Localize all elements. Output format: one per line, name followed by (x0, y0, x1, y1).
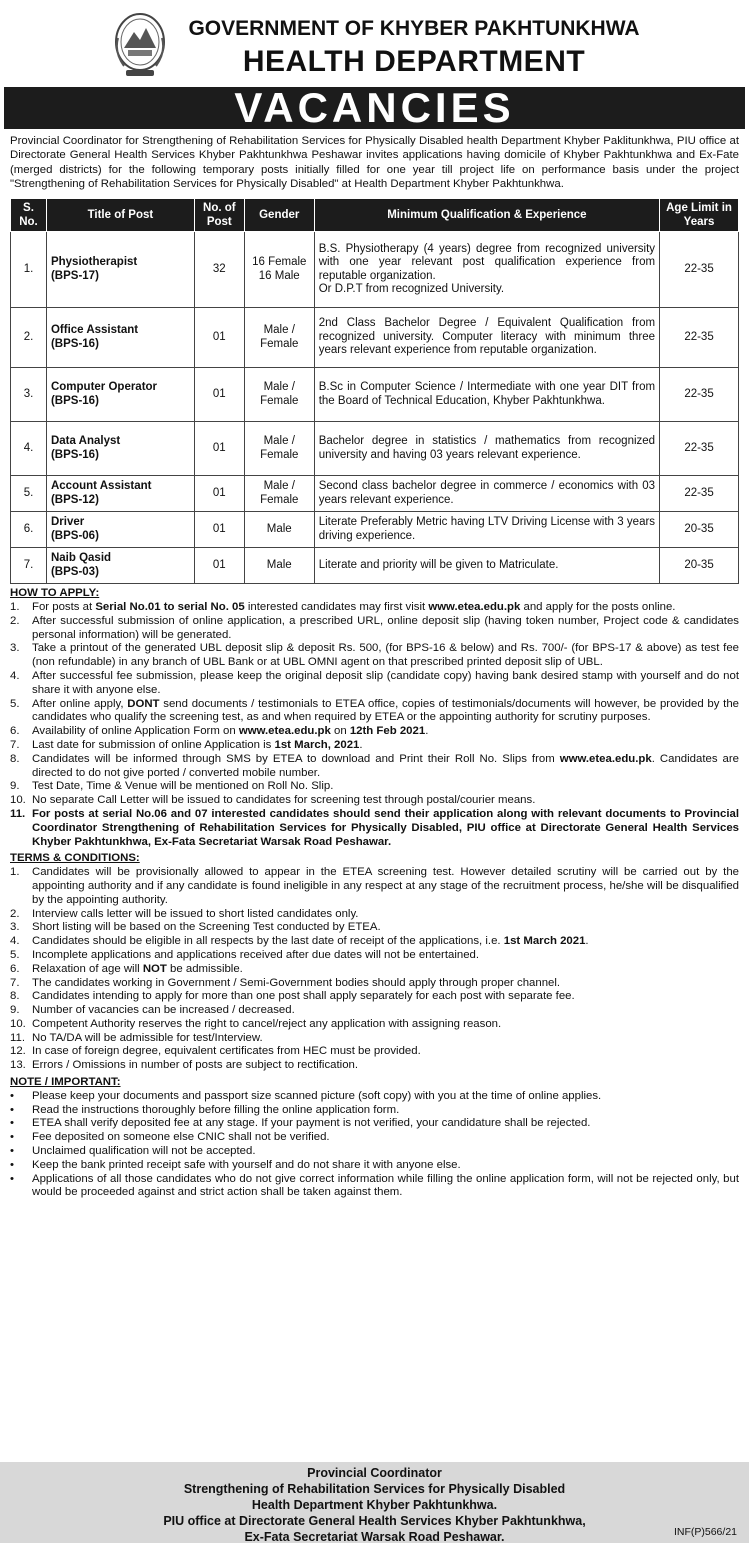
item-text (32, 670, 739, 698)
list-item (10, 1173, 739, 1201)
cell-qualification (314, 232, 659, 308)
table-row (11, 512, 739, 548)
item-number: 9. (10, 1004, 20, 1017)
list-item (10, 753, 739, 781)
item-number: 1. (10, 600, 20, 613)
qualification-text: B.Sc in Computer Science / Intermediate with one year DIT from the Board of Technical Education, Khyber Pakhtunkhwa. (318, 381, 656, 407)
table-row (11, 548, 739, 584)
list-item (10, 642, 739, 670)
text-segment: In case of foreign degree, equivalent certificates from HEC must be provided. (32, 1045, 421, 1058)
text-segment: Take a printout of the generated UBL deposit slip & deposit Rs. 500, (for BPS-16 & below) and Rs. 700/- (for BPS-17 & above) as test fee (non refundable) in any branch of UBL Bank or at UBL OMNI agent on that prescribed printed deposit slip of UBL. (32, 642, 739, 669)
qualification-text: Second class bachelor degree in commerce / economics with 03 years relevant experience. (318, 480, 656, 506)
text-segment: Incomplete applications and applications received after due dates will not be entertained. (32, 948, 480, 961)
item-number: 5. (10, 948, 20, 961)
text-segment: and apply for the posts online. (520, 600, 676, 613)
cell-title (46, 232, 194, 308)
cell-title (46, 476, 194, 512)
table-header-row (11, 199, 739, 232)
notes-heading: NOTE / IMPORTANT: (10, 1076, 121, 1089)
list-item (10, 725, 739, 739)
cell-sno: 7. (11, 548, 47, 584)
table-row (11, 422, 739, 476)
post-bps: (BPS-16) (50, 394, 99, 407)
cell-posts: 01 (194, 368, 244, 422)
post-title: Driver (50, 516, 85, 529)
item-text (32, 963, 739, 977)
text-segment: www.etea.edu.pk (238, 725, 331, 738)
item-number: 2. (10, 614, 20, 627)
col-header-title: Title of Post (46, 199, 194, 232)
text-segment: The candidates working in Government / Semi-Government bodies should apply through proper channel. (32, 976, 561, 989)
text-segment: Candidates will be provisionally allowed to appear in the ETEA screening test. However detailed scrutiny will be carried out by the appointing authority and if any candidate is found ineligible in any respect at any stage of the recruitment process, he/she will be disqualified by the appointing authority. (32, 866, 739, 906)
item-number: 8. (10, 752, 20, 765)
cell-title (46, 422, 194, 476)
item-text: Applications of all those candidates who do not give correct information while filling the online application form, will not be rejected only, but would be proceeded against and strict action shall be taken against them. (32, 1172, 739, 1199)
footer-line: Health Department Khyber Pakhtunkhwa. (251, 1498, 498, 1512)
list-item (10, 670, 739, 698)
text-segment: www.etea.edu.pk (428, 600, 521, 613)
text-segment: Last date for submission of online Application is (32, 738, 275, 751)
qualification-alt: Or D.P.T from recognized University. (318, 283, 505, 296)
item-number: 6. (10, 725, 20, 738)
bullet-icon: • (10, 1117, 14, 1130)
text-segment: interested candidates may first visit (244, 600, 429, 613)
text-segment: Short listing will be based on the Screening Test conducted by ETEA. (32, 921, 381, 934)
text-segment: Interview calls letter will be issued to short listed candidates only. (32, 907, 359, 920)
cell-title (46, 308, 194, 368)
cell-posts: 01 (194, 476, 244, 512)
text-segment: No TA/DA will be admissible for test/Interview. (32, 1031, 263, 1044)
item-number: 4. (10, 669, 20, 682)
cell-age: 20-35 (660, 512, 739, 548)
text-segment: Candidates intending to apply for more than one post shall apply separately for each post with separate fee. (32, 990, 575, 1003)
cell-qualification (314, 368, 659, 422)
col-header-age: Age Limit in Years (660, 199, 739, 232)
item-number: 5. (10, 697, 20, 710)
cell-gender (244, 476, 314, 512)
item-number: 4. (10, 935, 20, 948)
footer-signature-block (0, 1462, 749, 1543)
gender-line-2: Female (260, 493, 299, 506)
item-text (32, 753, 739, 781)
text-segment: www.etea.edu.pk (559, 752, 652, 765)
cell-age: 22-35 (660, 232, 739, 308)
qualification-text: 2nd Class Bachelor Degree / Equivalent Qualification from recognized university. Computer literacy with minimum three years relevant experience from reputable organization. (318, 317, 656, 357)
gender-line-2: 16 Male (258, 269, 300, 282)
cell-sno: 5. (11, 476, 47, 512)
terms-heading: TERMS & CONDITIONS: (10, 852, 140, 865)
item-text (32, 866, 739, 907)
text-segment: be admissible. (166, 962, 243, 975)
table-row (11, 232, 739, 308)
item-number: 7. (10, 976, 20, 989)
text-segment: After successful submission of online application, a prescribed URL, online deposit slip (having token number, Project code & candidates personal information) will be generated. (32, 614, 739, 641)
text-segment: Competent Authority reserves the right to cancel/reject any application with assigning reason. (32, 1017, 502, 1030)
post-bps: (BPS-17) (50, 269, 99, 282)
cell-title (46, 512, 194, 548)
gender-line-1: Male (266, 522, 292, 535)
post-bps: (BPS-16) (50, 337, 99, 350)
gender-line-2: Female (260, 448, 299, 461)
text-segment: Availability of online Application Form on (32, 725, 239, 738)
table-row (11, 476, 739, 512)
list-item (10, 949, 739, 963)
item-number: 13. (10, 1059, 26, 1072)
bullet-icon: • (10, 1089, 14, 1102)
cell-age: 22-35 (660, 308, 739, 368)
gender-line-2: Female (260, 394, 299, 407)
item-text (32, 780, 739, 794)
item-text (32, 808, 739, 849)
list-item (10, 990, 739, 1004)
text-segment: . (585, 935, 589, 948)
text-segment: . (425, 725, 429, 738)
cell-qualification (314, 512, 659, 548)
text-segment: After successful fee submission, please keep the original deposit slip (candidate copy) having bank desired stamp with yourself and do not share it with anyone else. (32, 669, 739, 696)
item-number: 8. (10, 990, 20, 1003)
cell-title (46, 548, 194, 584)
qualification-text: Literate Preferably Metric having LTV Driving License with 3 years driving experience. (318, 516, 656, 542)
item-number: 3. (10, 642, 20, 655)
cell-sno: 6. (11, 512, 47, 548)
item-text (32, 725, 739, 739)
list-item (10, 1159, 739, 1173)
cell-qualification (314, 476, 659, 512)
text-segment: Candidates will be informed through SMS by ETEA to download and Print their Roll No. Slips from (32, 752, 560, 765)
list-item (10, 794, 739, 808)
text-segment: on (330, 725, 350, 738)
footer-line: Ex-Fata Secretariat Warsak Road Peshawar. (244, 1530, 505, 1543)
text-segment: . (359, 738, 363, 751)
col-header-sno: S. No. (11, 199, 47, 232)
item-number: 2. (10, 907, 20, 920)
list-item (10, 780, 739, 794)
item-number: 6. (10, 962, 20, 975)
list-item (10, 963, 739, 977)
cell-age: 22-35 (660, 422, 739, 476)
item-text (32, 615, 739, 643)
cell-age: 20-35 (660, 548, 739, 584)
item-number: 11. (10, 807, 26, 820)
item-number: 10. (10, 1017, 26, 1030)
cell-qualification (314, 308, 659, 368)
cell-posts: 01 (194, 512, 244, 548)
item-text (32, 1059, 739, 1073)
intro-paragraph: Provincial Coordinator for Strengthening of Rehabilitation Services for Physically Disabled health Department Khyber Paklitunkhwa, PIU office at Directorate General Health Services Khyber Pakhtunkhwa Peshawar invites applications having domicile of Khyber Pakhtunkhwa and Ex-Fate (merged districts) for the following temporary posts initially filled for one year till project life on performance basis under the project "Strengthening of Rehabilitation Services for Physically Disabled" at Health Department Khyber Pakhtunkhwa. (10, 135, 739, 190)
qualification-text: Bachelor degree in statistics / mathematics from recognized university and having 03 years relevant experience. (318, 435, 656, 461)
list-item (10, 808, 739, 849)
text-segment: Relaxation of age will (32, 962, 143, 975)
terms-section (10, 852, 739, 1073)
cell-posts: 01 (194, 308, 244, 368)
text-segment: 1st March, 2021 (274, 738, 360, 751)
bullet-icon: • (10, 1145, 14, 1158)
item-number: 10. (10, 794, 26, 807)
list-item (10, 1018, 739, 1032)
cell-sno: 2. (11, 308, 47, 368)
footer-line: PIU office at Directorate General Health Services Khyber Pakhtunkhwa, (163, 1514, 586, 1528)
list-item (10, 908, 739, 922)
post-title: Data Analyst (50, 435, 121, 448)
bullet-icon: • (10, 1172, 14, 1185)
text-segment: Errors / Omissions in number of posts are subject to rectification. (32, 1059, 359, 1072)
footer-line: Strengthening of Rehabilitation Services for Physically Disabled (183, 1482, 566, 1496)
list-item (10, 921, 739, 935)
department-title: HEALTH DEPARTMENT (242, 45, 586, 78)
gender-line-1: Male / (263, 480, 295, 493)
item-number: 12. (10, 1045, 26, 1058)
vacancies-table (10, 198, 739, 584)
item-text (32, 1004, 739, 1018)
gender-line-1: Male / (263, 324, 295, 337)
cell-sno: 1. (11, 232, 47, 308)
text-segment: Candidates should be eligible in all respects by the last date of receipt of the applications, i.e. (32, 935, 504, 948)
text-segment: After online apply, (32, 697, 128, 710)
item-text (32, 1045, 739, 1059)
post-bps: (BPS-12) (50, 493, 99, 506)
post-title: Account Assistant (50, 480, 152, 493)
item-text: Fee deposited on someone else CNIC shall not be verified. (32, 1131, 330, 1144)
list-item (10, 1104, 739, 1118)
text-segment: Test Date, Time & Venue will be mentioned on Roll No. Slip. (32, 780, 334, 793)
text-segment: For posts at (32, 600, 96, 613)
text-segment: 12th Feb 2021 (349, 725, 426, 738)
list-item (10, 1090, 739, 1104)
item-number: 9. (10, 780, 20, 793)
footer-line: Provincial Coordinator (307, 1466, 442, 1480)
reference-number: INF(P)566/21 (673, 1526, 737, 1538)
table-row (11, 368, 739, 422)
gender-line-1: Male / (263, 435, 295, 448)
table-row (11, 308, 739, 368)
gender-line-2: Female (260, 337, 299, 350)
cell-sno: 3. (11, 368, 47, 422)
text-segment: 1st March 2021 (503, 935, 586, 948)
list-item (10, 1004, 739, 1018)
item-text: Unclaimed qualification will not be accepted. (32, 1145, 256, 1158)
cell-gender (244, 422, 314, 476)
cell-posts: 01 (194, 422, 244, 476)
col-header-posts: No. of Post (194, 199, 244, 232)
cell-posts: 32 (194, 232, 244, 308)
item-text (32, 935, 739, 949)
item-text (32, 949, 739, 963)
text-segment: . Candidates are directed to do not give ported / converted mobile number. (32, 752, 739, 779)
item-text (32, 908, 739, 922)
item-text (32, 794, 739, 808)
cell-age: 22-35 (660, 476, 739, 512)
post-bps: (BPS-03) (50, 565, 99, 578)
bullet-icon: • (10, 1103, 14, 1116)
post-title: Naib Qasid (50, 552, 112, 565)
item-text: Please keep your documents and passport size scanned picture (soft copy) with you at the time of online applies. (32, 1089, 602, 1102)
qualification-text: B.S. Physiotherapy (4 years) degree from recognized university with one year relevant post qualification experience from reputable organization. (318, 242, 656, 282)
list-item (10, 1045, 739, 1059)
qualification-text: Literate and priority will be given to Matriculate. (318, 558, 559, 571)
list-item (10, 698, 739, 726)
item-text: ETEA shall verify deposited fee at any stage. If your payment is not verified, your candidature shall be rejected. (32, 1117, 591, 1130)
cell-title (46, 368, 194, 422)
gender-line-1: Male / (263, 381, 295, 394)
col-header-qualification: Minimum Qualification & Experience (314, 199, 659, 232)
vacancies-banner: VACANCIES (4, 87, 745, 129)
item-text (32, 1018, 739, 1032)
text-segment: send documents / testimonials to ETEA office, copies of testimonials/documents will however, be provided by the candidates who qualify the screening test, as and when required by ETEA or the appointing authority for scrutiny purposes. (32, 697, 740, 724)
post-bps: (BPS-16) (50, 448, 99, 461)
item-number: 1. (10, 866, 20, 879)
text-segment: For posts at serial No.06 and 07 interested candidates should send their application along with relevant documents to Provincial Coordinator Strengthening of Rehabilitation Services for Physically Disabled, PIU office at Directorate General Health Services Khyber Pakhtunkhwa, Ex-Fata Secretariat Warsak Road Peshawar. (32, 807, 739, 848)
item-text: Read the instructions thoroughly before filling the online application form. (32, 1103, 400, 1116)
list-item (10, 615, 739, 643)
item-text (32, 642, 739, 670)
text-segment: Serial No.01 to serial No. 05 (95, 600, 245, 613)
text-segment: Number of vacancies can be increased / decreased. (32, 1004, 295, 1017)
notes-section (10, 1076, 739, 1200)
item-text (32, 921, 739, 935)
list-item (10, 1131, 739, 1145)
cell-qualification (314, 422, 659, 476)
how-to-apply-section (10, 587, 739, 849)
text-segment: DONT (127, 697, 160, 710)
list-item (10, 1145, 739, 1159)
post-title: Computer Operator (50, 381, 158, 394)
post-title: Office Assistant (50, 324, 139, 337)
item-number: 7. (10, 738, 20, 751)
item-text: Keep the bank printed receipt safe with yourself and do not share it with anyone else. (32, 1158, 461, 1171)
item-text (32, 601, 739, 615)
post-bps: (BPS-06) (50, 529, 99, 542)
list-item (10, 1032, 739, 1046)
gender-line-1: Male (266, 558, 292, 571)
text-segment: No separate Call Letter will be issued to candidates for screening test through postal/courier means. (32, 794, 536, 807)
text-segment: NOT (142, 962, 167, 975)
cell-gender (244, 308, 314, 368)
item-text (32, 990, 739, 1004)
cell-sno: 4. (11, 422, 47, 476)
col-header-gender: Gender (244, 199, 314, 232)
item-text (32, 1032, 739, 1046)
bullet-icon: • (10, 1131, 14, 1144)
cell-age: 22-35 (660, 368, 739, 422)
government-title: GOVERNMENT OF KHYBER PAKHTUNKHWA (188, 17, 640, 40)
list-item (10, 977, 739, 991)
list-item (10, 1059, 739, 1073)
post-title: Physiotherapist (50, 256, 138, 269)
item-text (32, 977, 739, 991)
cell-gender (244, 232, 314, 308)
list-item (10, 601, 739, 615)
list-item (10, 739, 739, 753)
item-text (32, 698, 739, 726)
list-item (10, 1117, 739, 1131)
item-number: 3. (10, 921, 20, 934)
item-text (32, 739, 739, 753)
how-to-apply-heading: HOW TO APPLY: (10, 587, 100, 600)
cell-gender (244, 512, 314, 548)
bullet-icon: • (10, 1158, 14, 1171)
cell-gender (244, 368, 314, 422)
list-item (10, 866, 739, 907)
item-number: 11. (10, 1031, 25, 1044)
cell-qualification (314, 548, 659, 584)
gender-line-1: 16 Female (252, 256, 307, 269)
header (0, 0, 749, 87)
list-item (10, 935, 739, 949)
cell-posts: 01 (194, 548, 244, 584)
kp-government-emblem-icon (108, 8, 172, 80)
cell-gender (244, 548, 314, 584)
